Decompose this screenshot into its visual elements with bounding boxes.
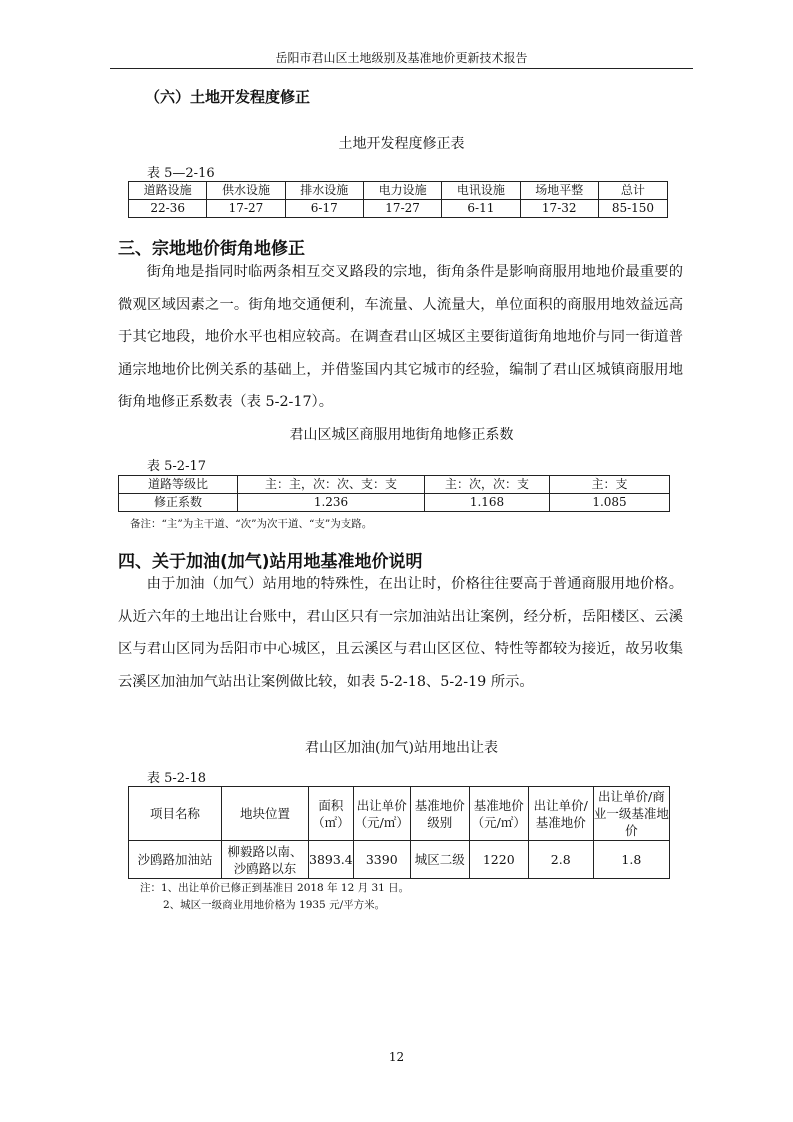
table-cell: 2.8	[528, 841, 593, 879]
table-cell: 面积（㎡）	[309, 787, 354, 841]
table-cell: 柳毅路以南、沙鸥路以东	[222, 841, 309, 879]
table-cell: 3390	[353, 841, 410, 879]
table-cell: 1.168	[425, 494, 550, 512]
table-cell: 1220	[469, 841, 528, 879]
table-row	[129, 787, 670, 841]
section-3-heading: 三、宗地地价街角地修正	[118, 239, 305, 259]
table-row	[129, 200, 668, 218]
table-cell: 出让单价（元/㎡）	[353, 787, 410, 841]
table-16	[128, 181, 668, 218]
table-cell: 主：支	[550, 476, 670, 494]
section-6-heading: （六）土地开发程度修正	[145, 88, 311, 106]
table-cell: 17-27	[363, 200, 441, 218]
table-cell: 道路等级比	[119, 476, 238, 494]
table-cell: 17-32	[520, 200, 598, 218]
table-cell: 3893.4	[309, 841, 354, 879]
table-cell: 出让单价/基准地价	[528, 787, 593, 841]
table-cell: 17-27	[207, 200, 285, 218]
table-cell: 电讯设施	[442, 182, 520, 200]
header-divider	[110, 68, 693, 69]
table-cell: 主：次，次：支	[425, 476, 550, 494]
table-cell: 沙鸥路加油站	[129, 841, 222, 879]
table-cell: 主：主，次：次、支：支	[238, 476, 425, 494]
table-cell: 6-17	[285, 200, 363, 218]
table-cell: 基准地价（元/㎡）	[469, 787, 528, 841]
table-cell: 道路设施	[129, 182, 207, 200]
table-cell: 22-36	[129, 200, 207, 218]
section-3-paragraph: 街角地是指同时临两条相互交叉路段的宗地，街角条件是影响商服用地地价最重要的微观区域因素之一。街角地交通便利，车流量、人流量大，单位面积的商服用地效益远高于其它地段，地价水平也相应较高。在调查君山区城区主要街道街角地地价与同一街道普通宗地地价比例关系的基础上，并借鉴国内其它城市的经验，编制了君山区城镇商服用地街角地修正系数表（表 5-2-17）。	[118, 264, 683, 410]
table-cell: 出让单价/商业一级基准地价	[593, 787, 669, 841]
table-16-caption: 土地开发程度修正表	[338, 136, 465, 152]
table-17-label: 表 5-2-17	[147, 459, 207, 474]
table-row	[129, 841, 670, 879]
table-cell: 1.236	[238, 494, 425, 512]
table-cell: 修正系数	[119, 494, 238, 512]
table-17	[118, 475, 670, 512]
table-18	[128, 786, 670, 879]
table-cell: 1.8	[593, 841, 669, 879]
table-cell: 总计	[598, 182, 667, 200]
table-cell: 地块位置	[222, 787, 309, 841]
table-16-label: 表 5—2-16	[147, 166, 215, 181]
table-cell: 85-150	[598, 200, 667, 218]
table-cell: 场地平整	[520, 182, 598, 200]
table-18-note-2: 2、城区一级商业用地价格为 1935 元/平方米。	[163, 899, 386, 911]
table-cell: 电力设施	[363, 182, 441, 200]
table-18-note-1: 注：1、出让单价已修正到基准日 2018 年 12 月 31 日。	[140, 882, 410, 894]
page-header: 岳阳市君山区土地级别及基准地价更新技术报告	[275, 51, 528, 65]
table-cell: 6-11	[442, 200, 520, 218]
table-row	[119, 494, 670, 512]
table-cell: 1.085	[550, 494, 670, 512]
table-18-caption: 君山区加油(加气)站用地出让表	[305, 740, 498, 756]
table-row	[119, 476, 670, 494]
table-17-caption: 君山区城区商服用地街角地修正系数	[289, 427, 514, 443]
table-cell: 排水设施	[285, 182, 363, 200]
page-number: 12	[388, 1050, 405, 1064]
section-4-heading: 四、关于加油(加气)站用地基准地价说明	[118, 552, 423, 572]
section-4-paragraph: 由于加油（加气）站用地的特殊性，在出让时，价格往往要高于普通商服用地价格。从近六年的土地出让台账中，君山区只有一宗加油站出让案例，经分析，岳阳楼区、云溪区与君山区同为岳阳市中心城区，且云溪区与君山区区位、特性等都较为接近，故另收集云溪区加油加气站出让案例做比较，如表 5-2-18、5-2-19 所示。	[118, 576, 683, 690]
table-18-label: 表 5-2-18	[147, 771, 207, 786]
table-row	[129, 182, 668, 200]
table-17-note: 备注：“主”为主干道、“次”为次干道、“支”为支路。	[130, 518, 373, 530]
table-cell: 基准地价级别	[410, 787, 469, 841]
table-cell: 供水设施	[207, 182, 285, 200]
table-cell: 城区二级	[410, 841, 469, 879]
table-cell: 项目名称	[129, 787, 222, 841]
